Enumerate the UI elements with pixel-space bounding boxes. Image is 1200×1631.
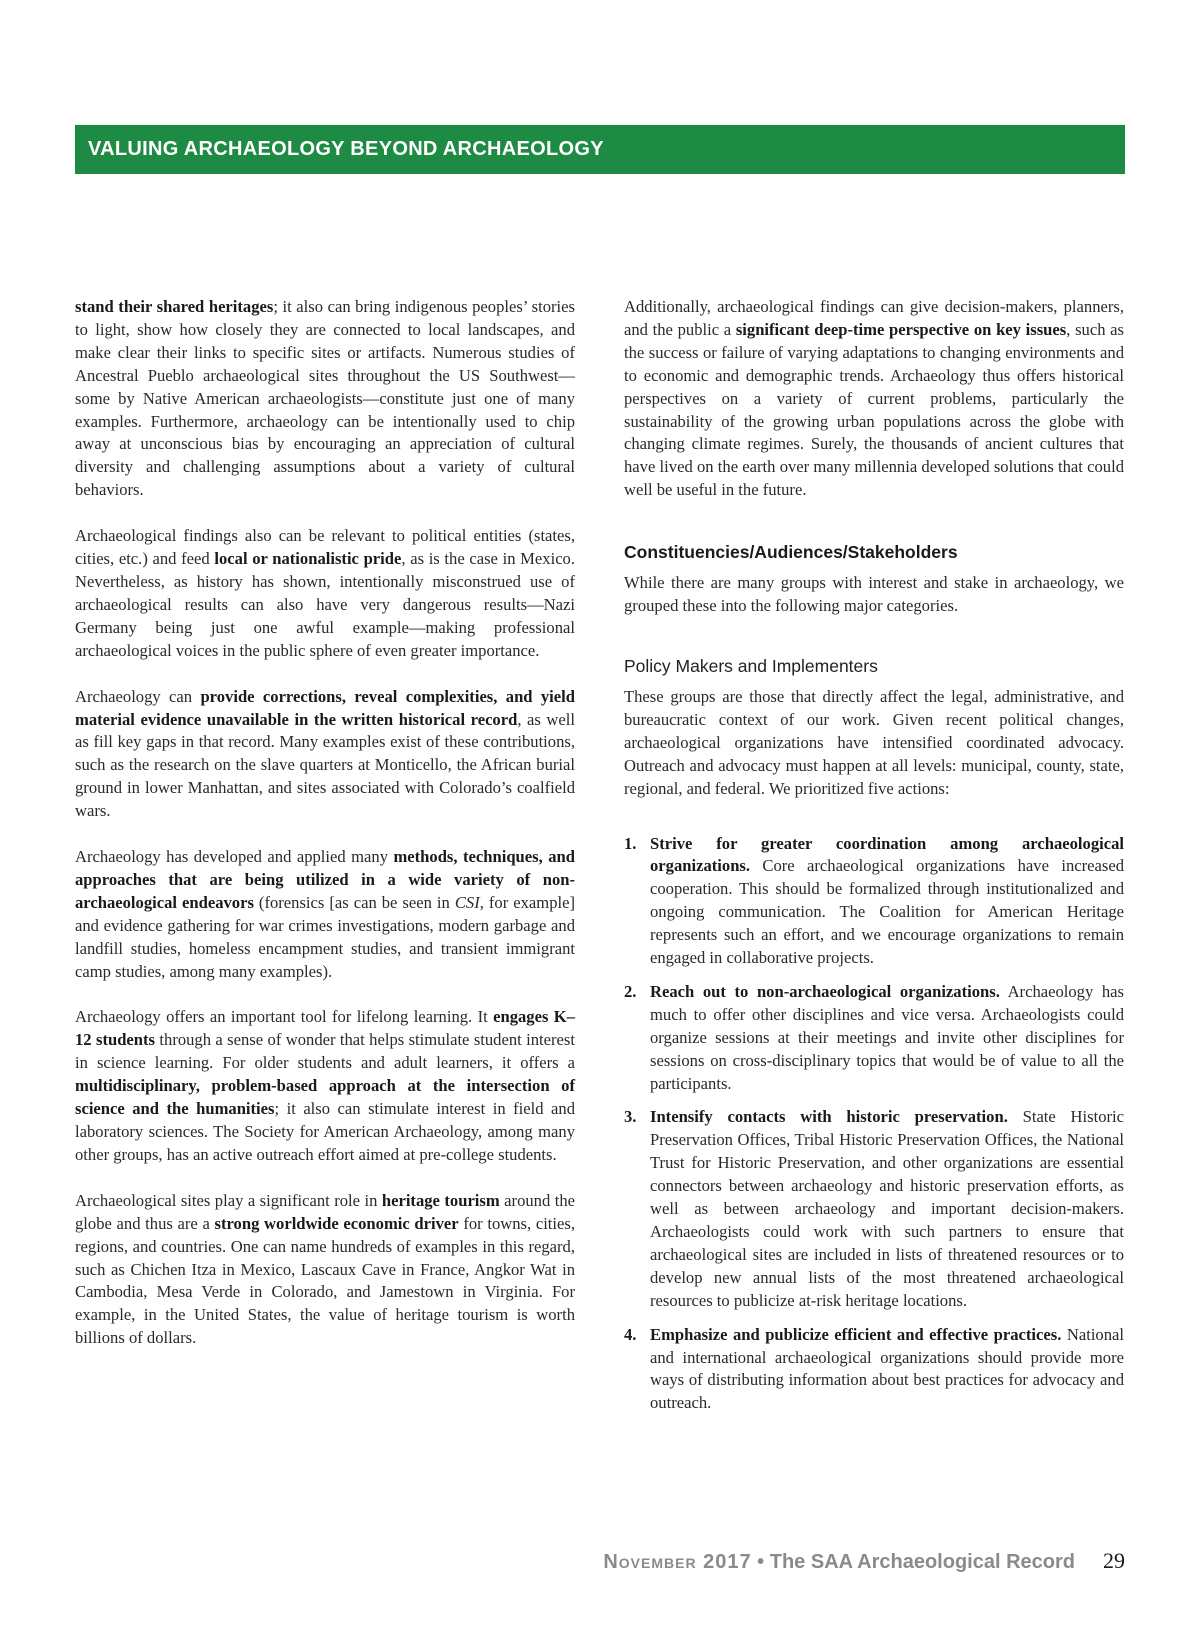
emphasis: Emphasize and publicize efficient and effective practices.	[650, 1324, 1062, 1344]
text: , such as the success or failure of varying adaptations to changing environments and to economic and demographic trends. Archaeology thus offers historical perspectives on a variety of current problems, particularly the sustainability of the growing urban populations across the globe with changing climate regimes. Surely, the thousands of ancient cultures that have lived on the earth over many millennia developed solutions that could well be useful in the future.	[624, 319, 1124, 500]
text: for towns, cities, regions, and countries. One can name hundreds of examples in this regard, such as Chichen Itza in Mexico, Lascaux Cave in France, Angkor Wat in Cambodia, Mesa Verde in Colorado, and Jamestown in Virginia. For example, in the United States, the value of heritage tourism is worth billions of dollars.	[75, 1213, 575, 1348]
paragraph: While there are many groups with interest and stake in archaeology, we grouped these into the following major categories.	[624, 573, 1124, 616]
text: , as well as fill key gaps in that record. Many examples exist of these contributions, such as the research on the slave quarters at Monticello, the African burial ground in lower Manhattan, and sites associated with Colorado’s coalfield wars.	[75, 709, 575, 821]
emphasis: provide corrections, reveal complexities, and yield material evidence unavailable in the written historical record	[75, 686, 575, 729]
text: Archaeology has developed and applied many	[75, 847, 394, 867]
text: Additionally, archaeological findings can give decision-makers, planners, and the public a	[624, 297, 1124, 339]
footer-separator: •	[751, 1551, 770, 1573]
paragraph	[75, 846, 575, 983]
left-column	[75, 296, 575, 1373]
emphasis: multidisciplinary, problem-based approach at the intersection of science and the humanities	[75, 1076, 575, 1119]
list-number: 1.	[624, 833, 637, 853]
paragraph: These groups are those that directly affect the legal, administrative, and bureaucratic context of our work. Given recent political changes, archaeological organizations have intensified coordinated advocacy. Outreach and advocacy must happen at all levels: municipal, county, state, regional, and federal. We prioritized five actions:	[624, 686, 1124, 798]
list-number: 4.	[624, 1324, 637, 1344]
paragraph	[75, 1006, 575, 1166]
list-number: 2.	[624, 981, 637, 1001]
emphasis: Reach out to non-archaeological organizations.	[650, 981, 1000, 1001]
emphasis: engages K–12 students	[75, 1007, 575, 1050]
paragraph	[624, 296, 1124, 502]
text: (forensics [as can be seen in	[253, 892, 455, 912]
text: , for example] and evidence gathering for war crimes investigations, modern garbage and landfill studies, homeless encampment studies, and transient immigrant camp studies, among many examples).	[75, 892, 575, 981]
emphasis: significant deep-time perspective on key issues	[735, 319, 1067, 339]
paragraph	[75, 686, 575, 823]
text: Archaeological findings also can be relevant to political entities (states, cities, etc.) and feed	[75, 526, 575, 569]
emphasis: heritage tourism	[381, 1190, 500, 1210]
actions-list	[624, 833, 1124, 1416]
page-number: 29	[1103, 1548, 1125, 1573]
emphasis: methods, techniques, and approaches that are being utilized in a wide variety of non-archaeological endeavors	[75, 847, 575, 912]
emphasis: local or nationalistic pride	[214, 549, 402, 569]
emphasis: stand their shared heritages	[75, 297, 274, 316]
text: , as is the case in Mexico. Nevertheless, as history has shown, intentionally misconstrued use of archaeological results can also have very dangerous results—Nazi Germany being just one awful example—making professional archaeological voices in the public sphere of even greater importance.	[75, 549, 576, 660]
page-footer	[603, 1548, 1125, 1574]
list-item	[624, 833, 1124, 970]
paragraph	[75, 296, 575, 502]
text: Archaeology offers an important tool for lifelong learning. It	[75, 1007, 494, 1027]
section-banner	[75, 125, 1125, 174]
text: Archaeology has much to offer other disciplines and vice versa. Archaeologists could organize sessions at their meetings and invite other disciplines for sessions on cross-disciplinary topics that would be of value to all the participants.	[650, 981, 1125, 1093]
issue-date: November 2017	[603, 1551, 752, 1573]
emphasis: Intensify contacts with historic preservation.	[650, 1107, 1008, 1127]
text: around the globe and thus are a	[75, 1190, 576, 1233]
list-item	[624, 981, 1124, 1096]
text: State Historic Preservation Offices, Tribal Historic Preservation Offices, the National Trust for Historic Preservation, and other organizations are essential connectors between archaeology and historic preservation efforts, as well as between archaeology and important decision-makers. Archaeologists could work with such partners to ensure that archaeological sites are included in lists of threatened resources or to develop new annual lists of the most threatened archaeological resources to publicize at-risk heritage locations.	[650, 1107, 1124, 1310]
list-number: 3.	[624, 1107, 637, 1127]
text: National and international archaeological organizations should provide more ways of distributing information about best practices for advocacy and outreach.	[650, 1324, 1124, 1413]
publication-name: The SAA Archaeological Record	[769, 1551, 1075, 1573]
paragraph	[75, 1190, 575, 1350]
section-title: VALUING ARCHAEOLOGY BEYOND ARCHAEOLOGY	[88, 138, 604, 160]
list-item	[624, 1324, 1124, 1416]
italic-title: CSI	[454, 892, 480, 912]
subheading-policy-makers: Policy Makers and Implementers	[624, 655, 878, 676]
heading-constituencies: Constituencies/Audiences/Stakeholders	[624, 542, 958, 563]
right-column	[624, 296, 1124, 1426]
list-item	[624, 1106, 1124, 1312]
paragraph	[75, 525, 575, 662]
text: Archaeology can	[75, 686, 201, 706]
text: Archaeological sites play a significant role in	[75, 1190, 382, 1210]
text: Core archaeological organizations have increased cooperation. This should be formalized through institutionalized and ongoing communication. The Coalition for American Heritage represents such an effort, and we encourage organizations to remain engaged in collaborative projects.	[650, 856, 1124, 968]
emphasis: strong worldwide economic driver	[214, 1213, 459, 1233]
emphasis: Strive for greater coordination among archaeological organizations.	[650, 833, 1124, 876]
text: ; it also can bring indigenous peoples’ stories to light, show how closely they are connected to local landscapes, and make clear their links to specific sites or artifacts. Numerous studies of Ancestral Pueblo archaeological sites throughout the US Southwest—some by Native American archaeologists—constitute just one of many examples. Furthermore, archaeology can be intentionally used to chip away at unconscious bias by encouraging an appreciation of cultural diversity and challenging assumptions about a variety of cultural behaviors.	[75, 297, 575, 500]
text: ; it also can stimulate interest in field and laboratory sciences. The Society for American Archaeology, among many other groups, has an active outreach effort aimed at pre-college students.	[75, 1099, 575, 1164]
text: through a sense of wonder that helps stimulate student interest in science learning. For older students and adult learners, it offers a	[75, 1030, 575, 1073]
